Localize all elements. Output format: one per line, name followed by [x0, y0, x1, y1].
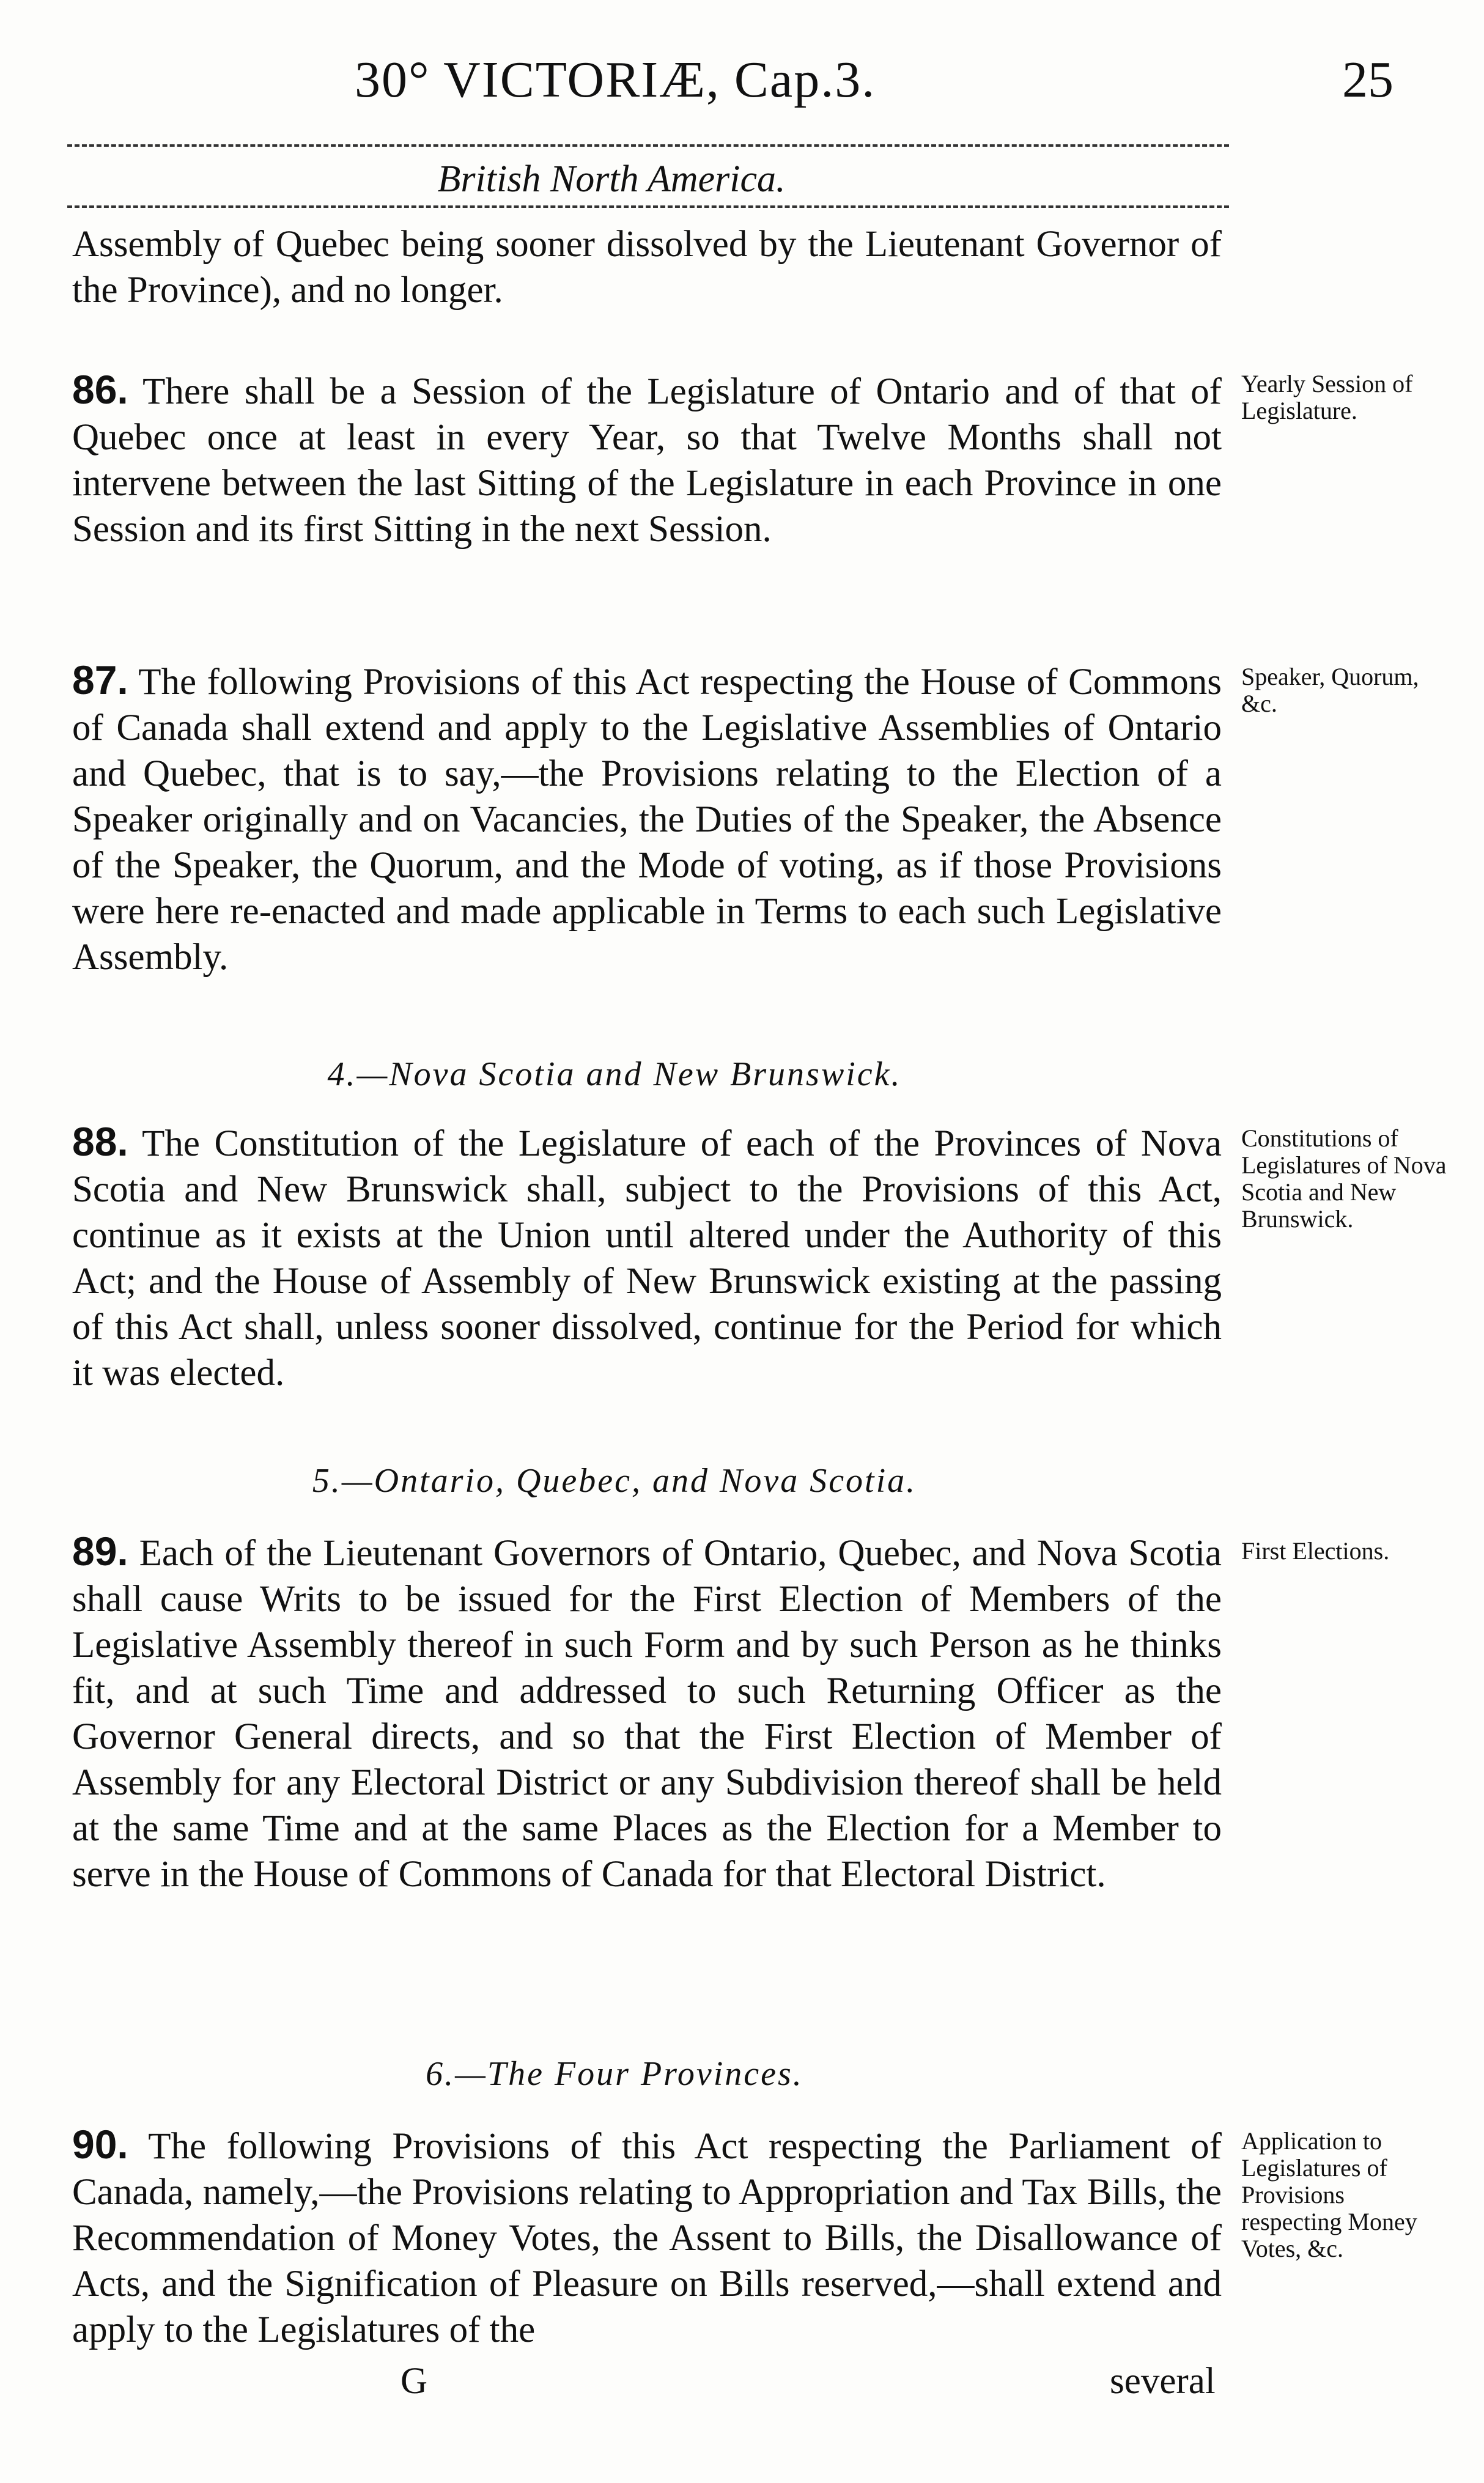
catchword: several — [1110, 2361, 1216, 2402]
section-88 — [72, 1119, 1222, 1396]
margin-note-90: Application to Legislatures of Provisions respecting Money Votes, &c. — [1241, 2127, 1417, 2262]
section-text: Each of the Lieutenant Governors of Ontario, Quebec, and Nova Scotia shall cause Writs to be issued for the First Election of Members of the Legislative Assembly thereof in such Form and by such Person as he thinks fit, and at such Time and addressed to such Returning Officer as the Governor General directs, and so that the First Election of Member of Assembly for any Electoral District or any Subdivision thereof shall be held at the same Time and at the same Places as the Election for a Member to serve in the House of Commons of Canada for that Electoral District. — [72, 1533, 1222, 1895]
running-title: 30° VICTORIÆ, Cap.3. — [355, 51, 876, 108]
margin-note-88: Constitutions of Legislatures of Nova Scotia and New Brunswick. — [1241, 1124, 1447, 1233]
section-87 — [72, 657, 1222, 980]
section-text: The following Provisions of this Act respecting the House of Commons of Canada shall extend and apply to the Legislative Assemblies of Ontario and Quebec, that is to say,—the Provisions relating to the Election of a Speaker originally and on Vacancies, the Duties of the Speaker, the Absence of the Speaker, the Quorum, and the Mode of voting, as if those Provisions were here re-enacted and made applicable in Terms to each such Legislative Assembly. — [72, 662, 1222, 978]
section-number: 86. — [72, 367, 128, 412]
margin-note-86: Yearly Session of Legislature. — [1241, 370, 1413, 424]
margin-note-87: Speaker, Quorum, &c. — [1241, 663, 1419, 717]
section-text: The following Provisions of this Act respecting the Parliament of Canada, namely,—the Provisions relating to Appropriation and Tax Bills, the Recommendation of Money Votes, the Assent to Bills, the Disallowance of Acts, and the Signification of Pleasure on Bills reserved,—shall extend and apply to the Legislatures of the — [72, 2126, 1222, 2350]
header-rule-bottom — [67, 205, 1229, 208]
section-number: 87. — [72, 657, 128, 703]
running-subtitle: British North America. — [437, 158, 786, 200]
section-number: 90. — [72, 2122, 128, 2167]
section-text: The Constitution of the Legislature of each of the Provinces of Nova Scotia and New Brunswick shall, subject to the Provisions of this Act, continue as it exists at the Union until altered under the Authority of this Act; and the House of Assembly of New Brunswick existing at the passing of this Act shall, unless sooner dissolved, continue for the Period for which it was elected. — [72, 1123, 1222, 1393]
section-90 — [72, 2122, 1222, 2353]
heading-nova-scotia-new-brunswick: 4.—Nova Scotia and New Brunswick. — [327, 1055, 902, 1093]
signature-mark: G — [401, 2361, 428, 2402]
header-rule-top — [67, 144, 1229, 147]
section-number: 88. — [72, 1119, 128, 1164]
section-number: 89. — [72, 1529, 128, 1574]
section-89 — [72, 1529, 1222, 1897]
heading-four-provinces: 6.—The Four Provinces. — [426, 2055, 803, 2093]
section-text: There shall be a Session of the Legislature of Ontario and of that of Quebec once at least in every Year, so that Twelve Months shall not intervene between the last Sitting of the Legislature in each Province in one Session and its first Sitting in the next Session. — [72, 371, 1222, 550]
heading-ontario-quebec-nova-scotia: 5.—Ontario, Quebec, and Nova Scotia. — [312, 1462, 917, 1500]
section-86 — [72, 367, 1222, 552]
intro-paragraph: Assembly of Quebec being sooner dissolved by the Lieutenant Governor of the Province), and no longer. — [72, 224, 1222, 311]
margin-note-89: First Elections. — [1241, 1537, 1390, 1565]
page-number: 25 — [1342, 51, 1394, 108]
